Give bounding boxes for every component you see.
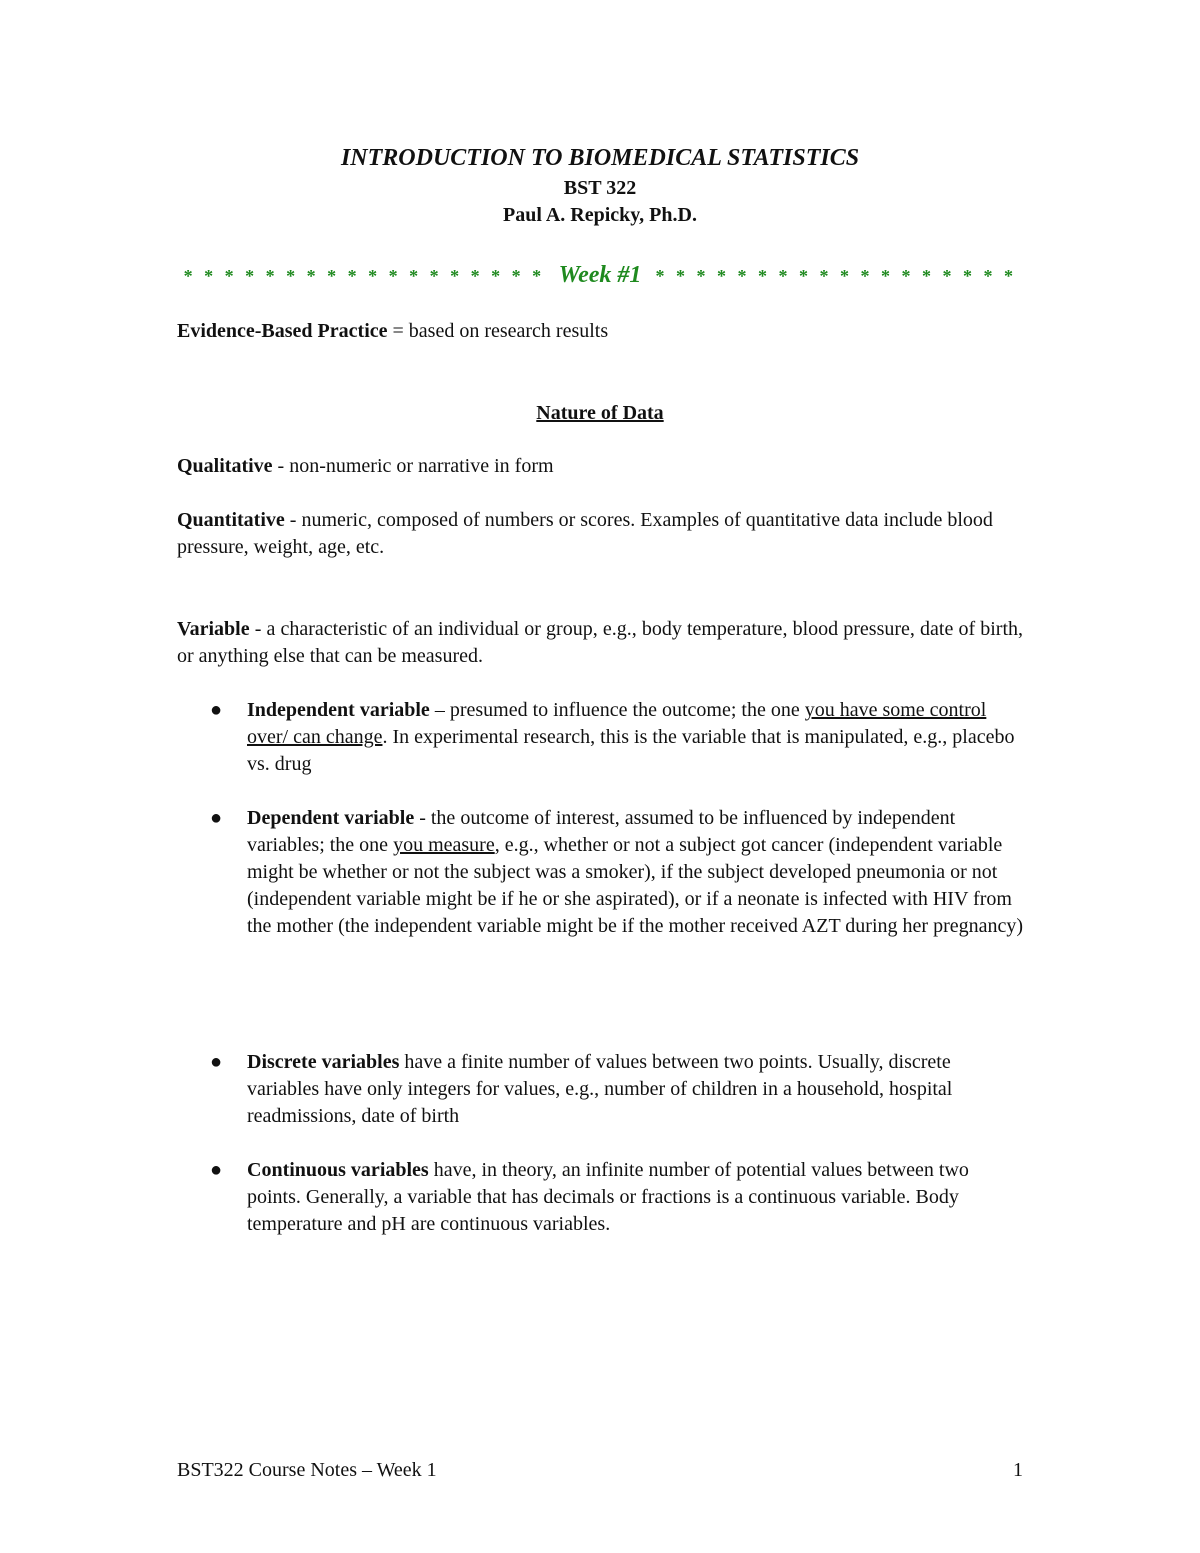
qualitative-definition — [177, 453, 1023, 480]
variable-text: - a characteristic of an individual or group, e.g., body temperature, blood pressure, date of birth, or anything else that can be measured. — [177, 618, 1023, 667]
author-name: Paul A. Repicky, Ph.D. — [503, 204, 697, 226]
quantitative-definition — [177, 507, 1017, 561]
ebp-term: Evidence-Based Practice — [177, 320, 388, 342]
footer-course-notes: BST322 Course Notes – Week 1 — [177, 1459, 437, 1481]
list-item-independent-variable — [247, 697, 1017, 778]
course-code: BST 322 — [563, 177, 637, 199]
discrete-term: Discrete variables — [247, 1051, 400, 1073]
document-title: INTRODUCTION TO BIOMEDICAL STATISTICS — [340, 145, 860, 171]
week-label: Week #1 — [558, 262, 642, 288]
list-item-discrete-variables — [247, 1049, 1007, 1130]
section-heading-nature-of-data: Nature of Data — [536, 402, 664, 424]
ebp-definition — [177, 318, 1023, 345]
independent-term: Independent variable — [247, 699, 430, 721]
dependent-text-1: - the outcome of interest, assumed to be influenced by independent variables; the one — [247, 807, 956, 856]
bullet-icon: ● — [210, 699, 223, 721]
discrete-text: have a finite number of values between two points. Usually, discrete variables have only integers for values, e.g., number of children in a household, hospital readmissions, date of birth — [247, 1051, 953, 1127]
quantitative-text: - numeric, composed of numbers or scores. Examples of quantitative data include blood pressure, weight, age, etc. — [177, 509, 993, 558]
ebp-text: = based on research results — [387, 320, 609, 342]
list-item-dependent-variable — [247, 805, 1023, 940]
list-item-continuous-variables — [247, 1157, 987, 1238]
variable-definition — [177, 616, 1023, 670]
dependent-text-2: , e.g., whether or not a subject got cancer (independent variable might be whether or not the subject was a smoker), if the subject developed pneumonia or not (independent variable might be if he or she aspirated), or if a neonate is infected with HIV from the mother (the independent variable might be if the mother received AZT during her pregnancy) — [247, 834, 1024, 937]
week-banner — [0, 260, 1200, 293]
page-number: 1 — [1013, 1459, 1023, 1481]
qualitative-text: - non-numeric or narrative in form — [272, 455, 554, 477]
qualitative-term: Qualitative — [177, 455, 273, 477]
continuous-text: have, in theory, an infinite number of potential values between two points. Generally, a variable that has decimals or fractions is a continuous variable. Body temperature and pH are continuous variables. — [247, 1159, 969, 1235]
bullet-icon: ● — [210, 1051, 223, 1073]
dependent-term: Dependent variable — [247, 807, 415, 829]
continuous-term: Continuous variables — [247, 1159, 429, 1181]
bullet-icon: ● — [210, 1159, 223, 1181]
bullet-icon: ● — [210, 807, 223, 829]
quantitative-term: Quantitative — [177, 509, 285, 531]
banner-stars-right: * * * * * * * * * * * * * * * * * * — [655, 266, 1017, 286]
dependent-underlined: you measure — [393, 834, 495, 856]
independent-underlined: you have some control over/ can change — [247, 699, 987, 748]
banner-stars-left: * * * * * * * * * * * * * * * * * * — [183, 266, 545, 286]
variable-term: Variable — [177, 618, 250, 640]
independent-text-1: – presumed to influence the outcome; the one — [429, 699, 805, 721]
independent-text-2: . In experimental research, this is the variable that is manipulated, e.g., placebo vs. drug — [247, 726, 1015, 775]
